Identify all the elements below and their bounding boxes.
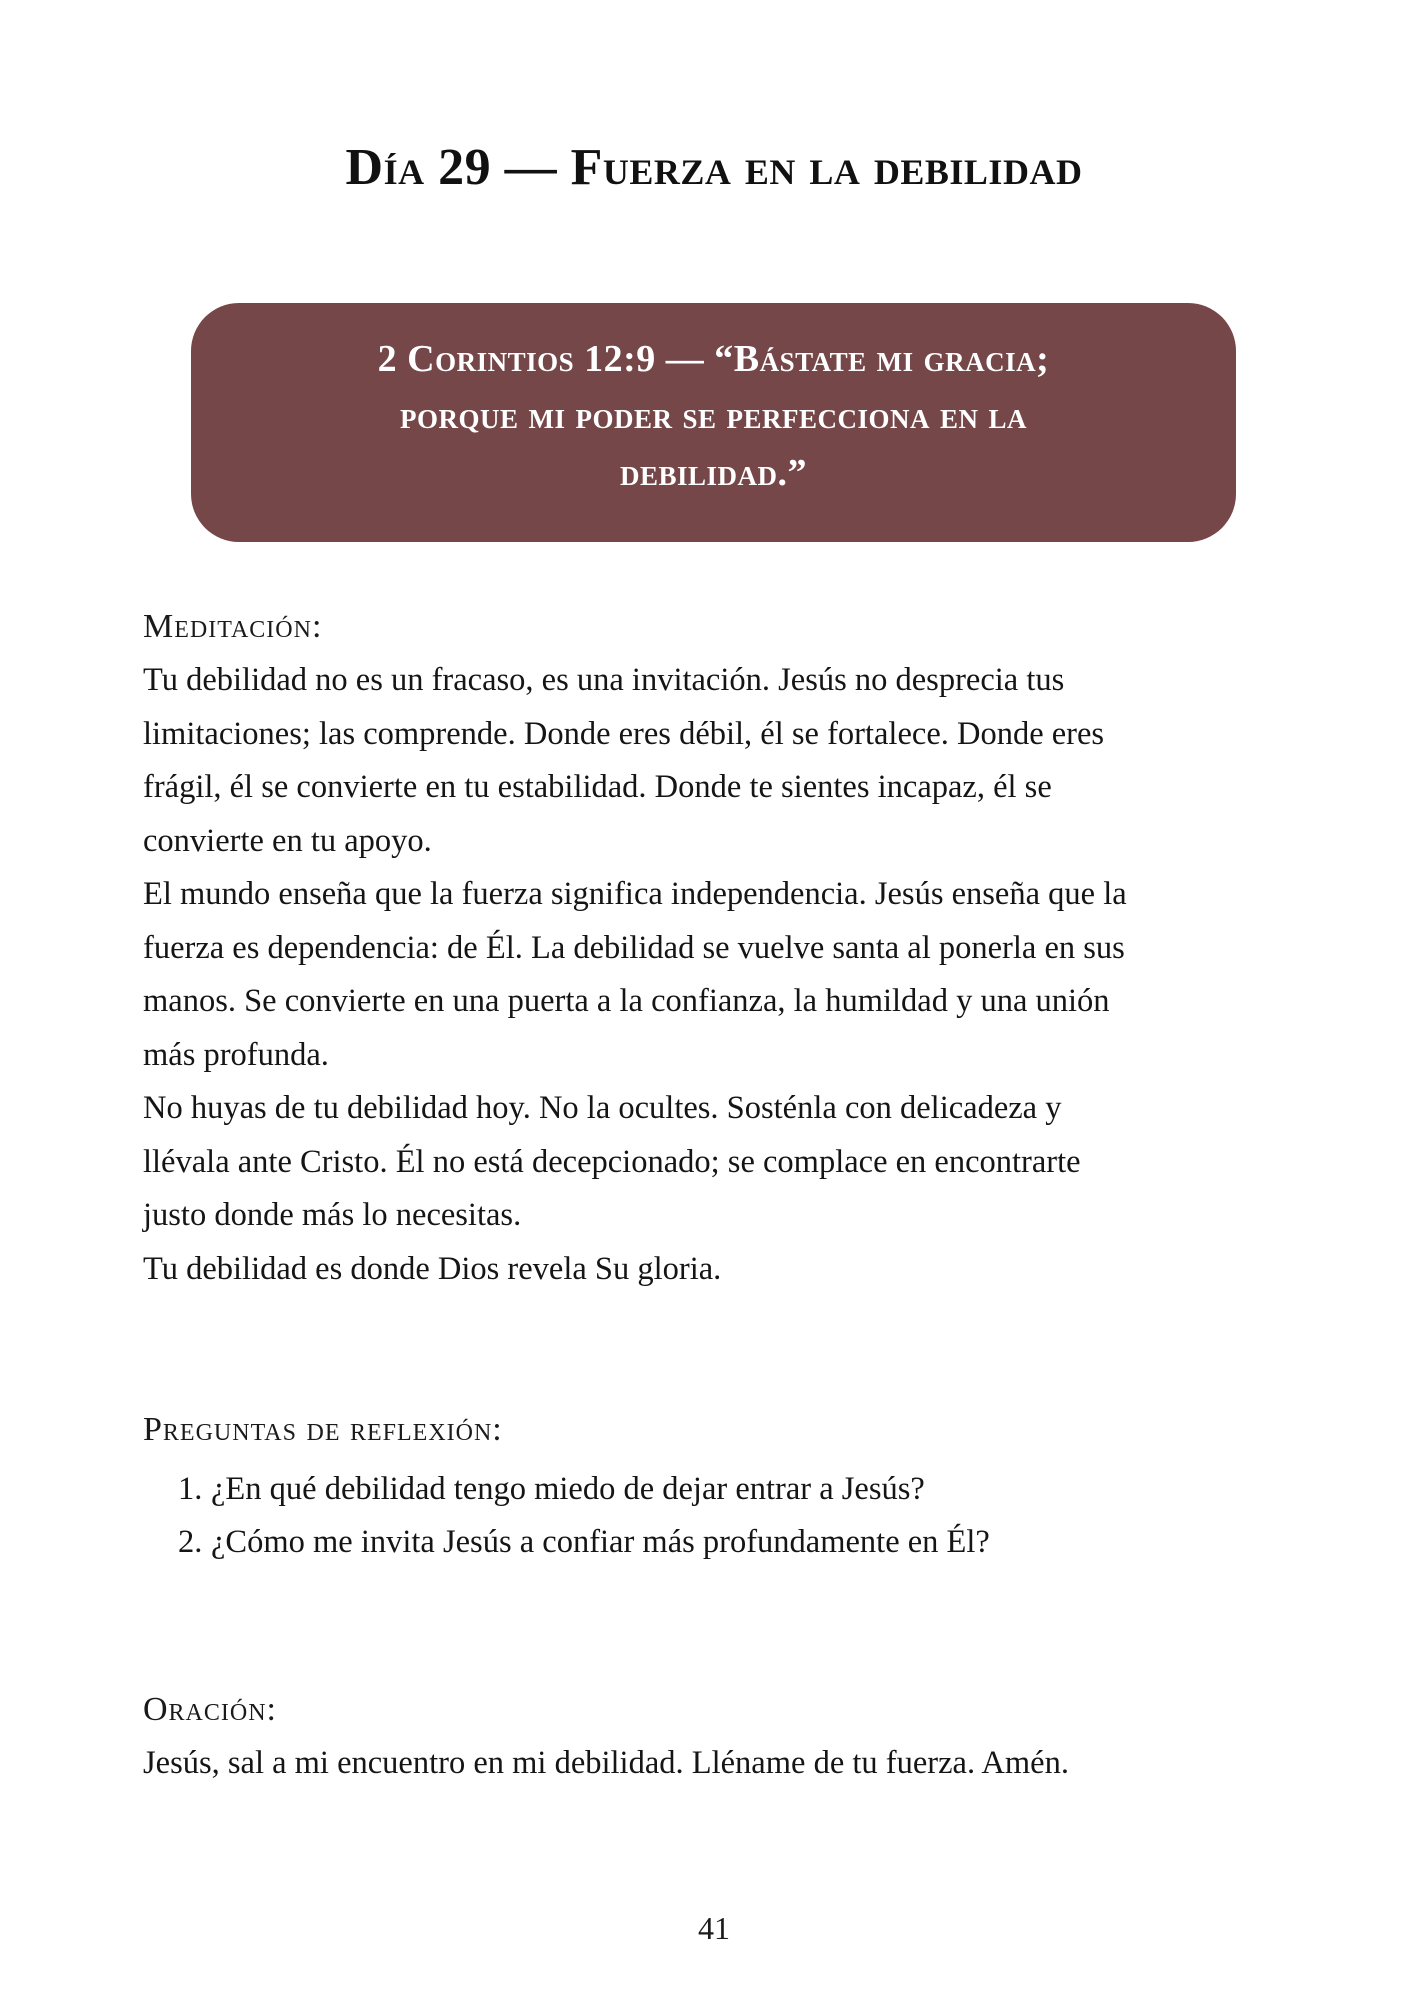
prayer-heading: Oración: xyxy=(143,1691,278,1728)
text-line: frágil, él se convierte en tu estabilidad. Donde te sientes incapaz, él se xyxy=(143,769,1052,805)
scripture-verse xyxy=(251,331,1176,502)
scripture-verse-box xyxy=(191,303,1236,542)
text-line: manos. Se convierte en una puerta a la confianza, la humildad y una unión xyxy=(143,983,1110,1019)
reflection-question xyxy=(143,1516,990,1569)
text-line: convierte en tu apoyo. xyxy=(143,822,432,859)
prayer-body xyxy=(143,1737,1293,1791)
meditation-paragraph-1 xyxy=(143,654,1293,868)
meditation-paragraph-3 xyxy=(143,1082,1293,1243)
text-line: fuerza es dependencia: de Él. La debilidad se vuelve santa al ponerla en sus xyxy=(143,929,1125,966)
verse-line: porque mi poder se perfecciona en la xyxy=(399,395,1028,437)
prayer-text: Jesús, sal a mi encuentro en mi debilidad. Lléname de tu fuerza. Amén. xyxy=(143,1745,1069,1781)
text-line: El mundo enseña que la fuerza significa independencia. Jesús enseña que la xyxy=(143,876,1127,912)
meditation-paragraph-2 xyxy=(143,868,1293,1082)
question-number: 2. xyxy=(178,1524,203,1560)
text-line: Tu debilidad es donde Dios revela Su gloria. xyxy=(143,1250,722,1287)
text-line: Tu debilidad no es un fracaso, es una invitación. Jesús no desprecia tus xyxy=(143,662,1065,698)
verse-line: debilidad.” xyxy=(619,452,808,494)
text-line: No huyas de tu debilidad hoy. No la ocultes. Sosténla con delicadeza y xyxy=(143,1090,1062,1126)
text-line: llévala ante Cristo. Él no está decepcionado; se complace en encontrarte xyxy=(143,1143,1081,1180)
question-text: ¿Cómo me invita Jesús a confiar más profundamente en Él? xyxy=(211,1524,990,1560)
reflection-question xyxy=(143,1463,990,1516)
reflection-heading: Preguntas de reflexión: xyxy=(143,1411,503,1448)
page-title: Día 29 — Fuerza en la debilidad xyxy=(345,139,1083,196)
text-line: más profunda. xyxy=(143,1036,329,1073)
meditation-heading: Meditación: xyxy=(143,608,323,645)
verse-line: 2 Corintios 12:9 — “Bástate mi gracia; xyxy=(377,338,1050,380)
page-number: 41 xyxy=(698,1910,730,1946)
meditation-paragraph-4 xyxy=(143,1243,1293,1297)
meditation-body xyxy=(143,654,1293,1296)
text-line: justo donde más lo necesitas. xyxy=(143,1197,522,1233)
text-line: limitaciones; las comprende. Donde eres débil, él se fortalece. Donde eres xyxy=(143,715,1105,752)
question-number: 1. xyxy=(178,1471,203,1507)
reflection-questions-list xyxy=(143,1463,990,1569)
question-text: ¿En qué debilidad tengo miedo de dejar entrar a Jesús? xyxy=(211,1471,925,1507)
